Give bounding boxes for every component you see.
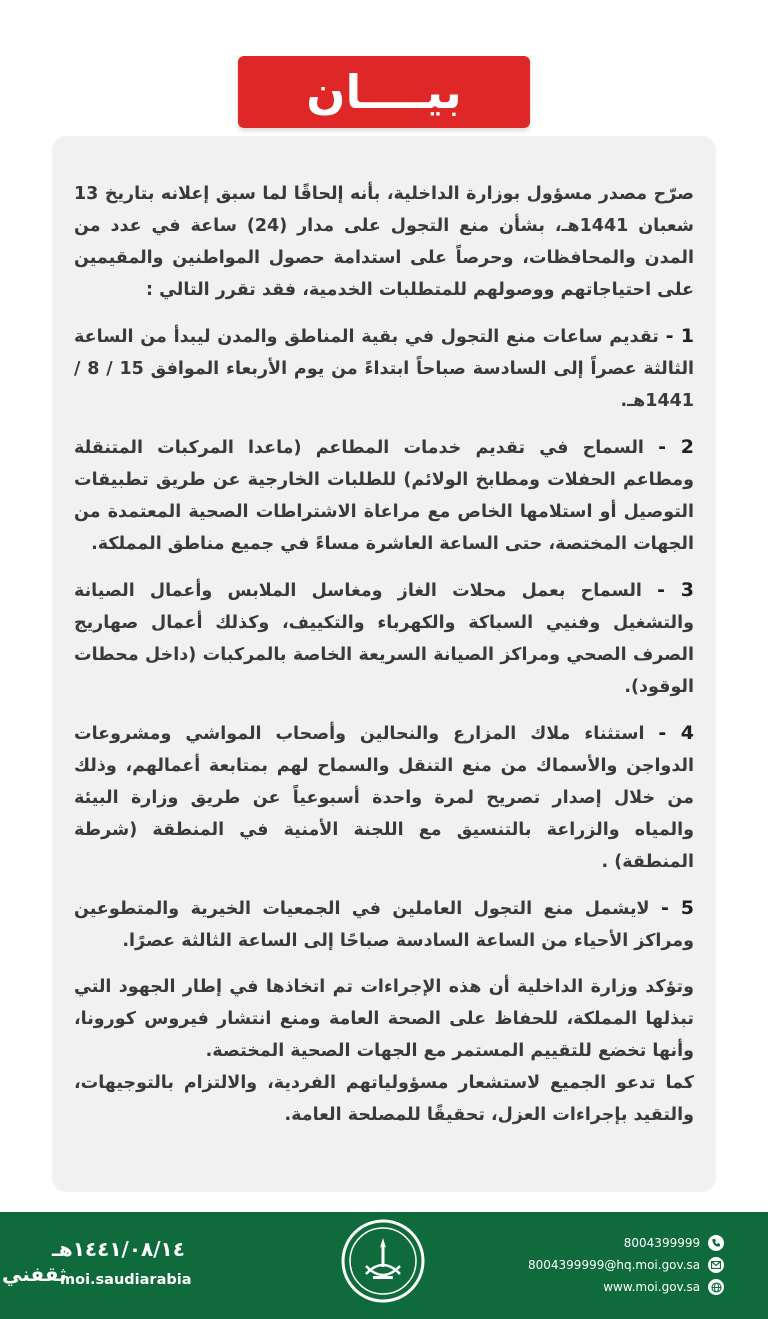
item-1 (74, 320, 694, 417)
item-2 (74, 431, 694, 560)
contact-list (528, 1232, 724, 1298)
email-address: 8004399999@hq.moi.gov.sa (528, 1258, 701, 1272)
item-number: 5 - (660, 897, 694, 919)
social-handle[interactable]: moi.saudiarabia (60, 1272, 192, 1288)
statement-title-text: بيــــان (306, 65, 462, 119)
footer-date: ١٤٤١/٠٨/١٤هـ (52, 1237, 185, 1261)
contact-phone[interactable] (528, 1232, 724, 1254)
item-5 (74, 892, 694, 957)
closing-paragraph: وتؤكد وزارة الداخلية أن هذه الإجراءات تم اتخاذها في إطار الجهود التي تبذلها المملكة، للحفاظ على الصحة العامة ومنع انتشار فيروس كورونا، وأنها تخضع للتقييم المستمر مع الجهات الصحية المختصة. (74, 977, 694, 1061)
item-number: 4 - (658, 722, 694, 744)
phone-icon (708, 1235, 724, 1251)
statement-body (74, 178, 694, 1145)
phone-number: 8004399999 (623, 1236, 701, 1250)
website-url: www.moi.gov.sa (603, 1280, 701, 1294)
item-3 (74, 574, 694, 703)
item-text: استثناء ملاك المزارع والنحالين وأصحاب المواشي ومشروعات الدواجن والأسماك من منع التنقل والسماح لهم بمتابعة أعمالهم، وذلك من خلال إصدار تصريح لمرة واحدة أسبوعياً عن طريق وزارة البيئة والمياه والزراعة بالتنسيق مع اللجنة الأمنية في المنطقة (شرطة المنطقة) . (74, 724, 694, 872)
web-icon (708, 1279, 724, 1295)
item-number: 3 - (657, 579, 694, 601)
contact-web[interactable] (528, 1276, 724, 1298)
item-text: لايشمل منع التجول العاملين في الجمعيات الخيرية والمتطوعين ومراكز الأحياء من الساعة السادسة صباحًا إلى الساعة الثالثة عصرًا. (74, 899, 694, 951)
item-text: تقديم ساعات منع التجول في بقية المناطق والمدن ليبدأ من الساعة الثالثة عصراً إلى السادسة صباحاً ابتداءً من يوم الأربعاء الموافق 15 / 8 / 1441هـ. (74, 327, 695, 411)
item-4 (74, 717, 694, 878)
item-text: السماح في تقديم خدمات المطاعم (ماعدا المركبات المتنقلة ومطاعم الحفلات ومطابخ الولائم) للطلبات الخارجية عن طريق تطبيقات التوصيل أو استلامها الخاص مع مراعاة الاشتراطات الصحية المعتمدة من الجهات المختصة، حتى الساعة العاشرة مساءً في جميع مناطق المملكة. (74, 438, 694, 554)
watermark-text: ثقفني (2, 1262, 67, 1286)
email-icon (708, 1257, 724, 1273)
item-text: السماح بعمل محلات الغاز ومغاسل الملابس وأعمال الصيانة والتشغيل وفنيي السباكة والكهرباء والتكييف، وكذلك أعمال صهاريج الصرف الصحي ومراكز الصيانة السريعة الخاصة بالمركبات (داخل محطات الوقود). (74, 581, 694, 697)
closing-paragraph-2: كما تدعو الجميع لاستشعار مسؤولياتهم الفردية، والالتزام بالتوجيهات، والتقيد بإجراءات العزل، تحقيقًا للمصلحة العامة. (74, 1073, 694, 1125)
intro-paragraph: صرّح مصدر مسؤول بوزارة الداخلية، بأنه إلحاقًا لما سبق إعلانه بتاريخ 13 شعبان 1441هـ، بشأن منع التجول على مدار (24) ساعة في عدد من المدن والمحافظات، وحرصاً على استدامة حصول المواطنين والمقيمين على احتياجاتهم ووصولهم للمتطلبات الخدمية، فقد تقرر التالي : (74, 184, 694, 300)
statement-title (238, 56, 530, 128)
item-number: 1 - (665, 325, 695, 347)
item-number: 2 - (658, 436, 694, 458)
contact-email[interactable] (528, 1254, 724, 1276)
moi-emblem (340, 1218, 426, 1304)
